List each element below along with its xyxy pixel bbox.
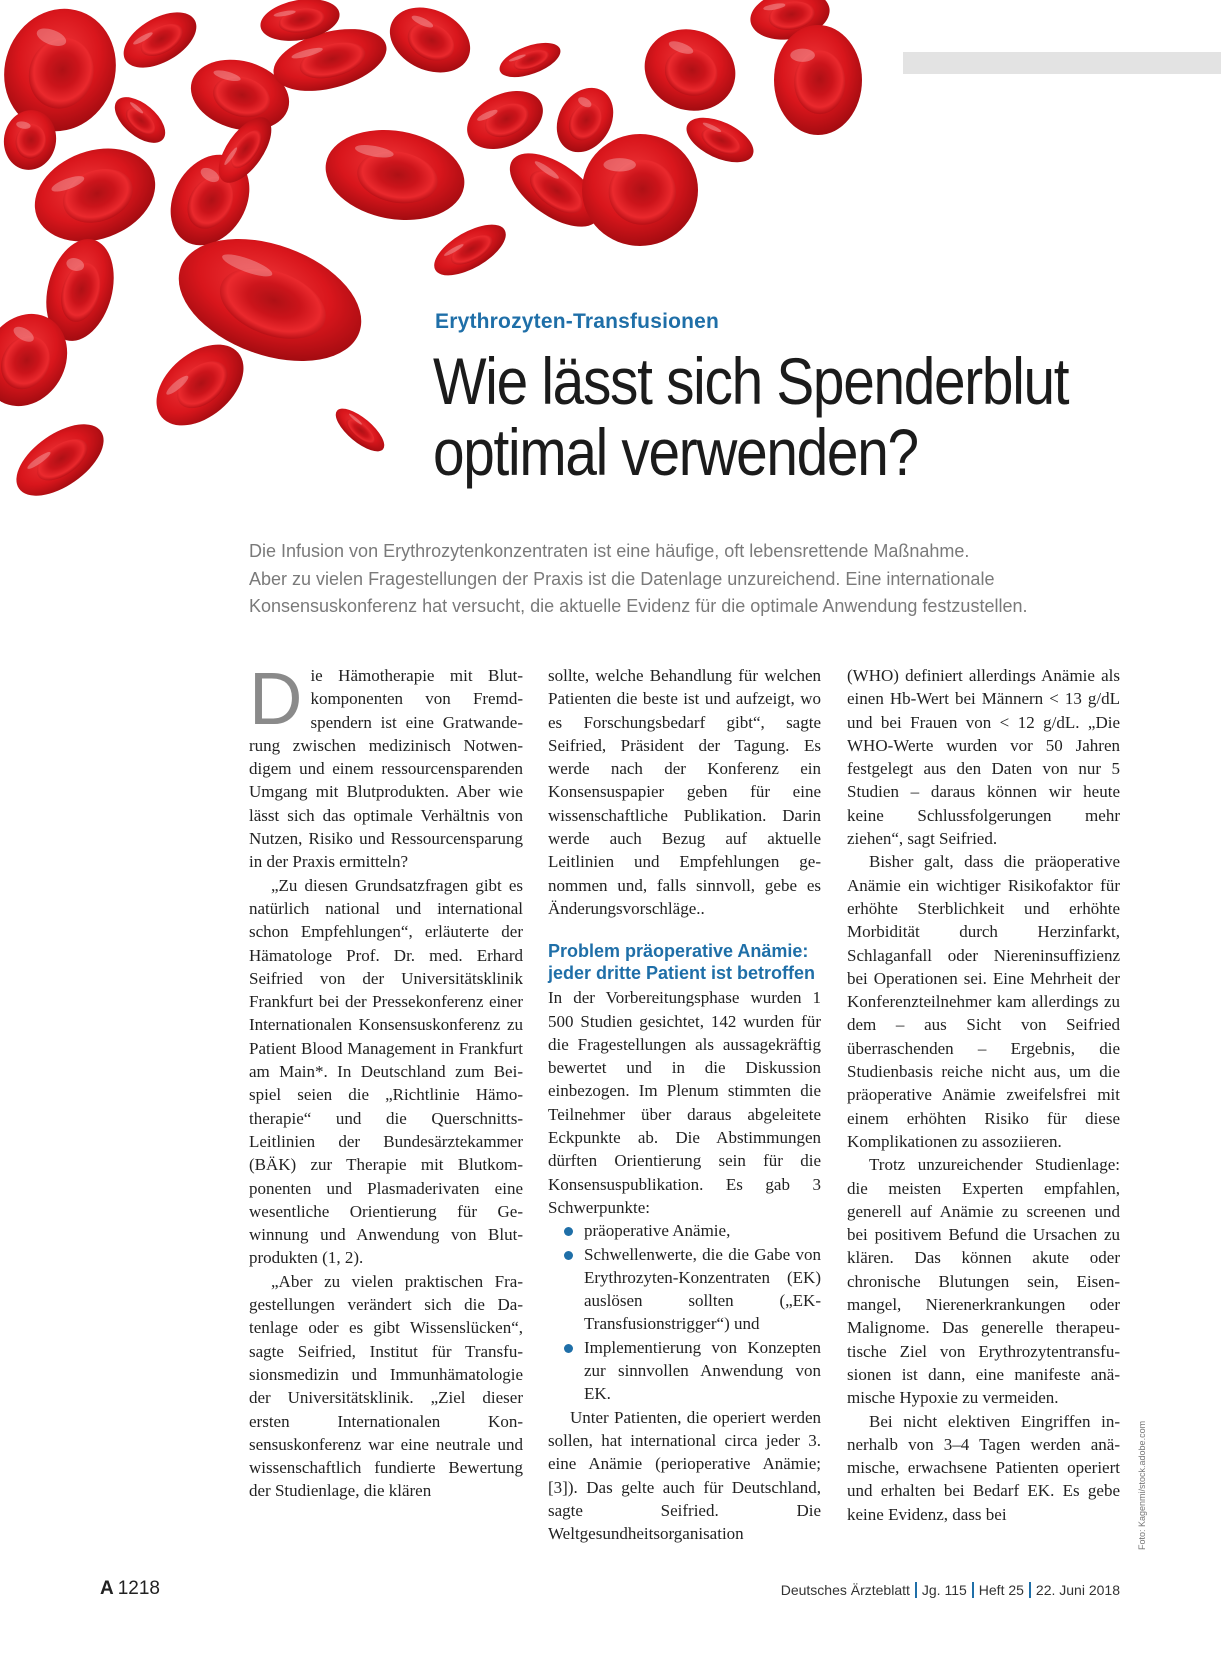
journal-volume: Jg. 115	[921, 1582, 967, 1598]
blood-cell	[458, 80, 552, 161]
blood-cell	[633, 17, 747, 124]
journal-name: Deutsches Ärzteblatt	[780, 1582, 910, 1598]
blood-cell	[379, 0, 480, 85]
separator	[1029, 1582, 1031, 1598]
list-item: Implementierung von Konzepten zur sinnvollen Anwendung von EK.	[584, 1336, 821, 1406]
folio-number: 1218	[117, 1578, 161, 1599]
blood-cell	[107, 88, 174, 151]
paragraph: Unter Patienten, die operiert werden sollen, hat international circa jeder 3. eine Anämie (perioperative Anämie; [3]). Das gelte auch für Deutschland, sagte Seifried. Die Weltgesundheitsorganisation	[548, 1407, 821, 1544]
title-line: Wie lässt sich Spenderblut	[433, 344, 1069, 418]
header-bar	[903, 52, 1221, 74]
blood-cell	[114, 1, 205, 79]
list-item: präoperative Anämie,	[584, 1219, 821, 1242]
blood-cell	[4, 410, 116, 510]
column-3	[847, 664, 1120, 1526]
lead-line: Die Infusion von Erythrozytenkonzentraten ist eine häufige, oft lebensrettende Maßnahme.	[249, 541, 970, 561]
blood-cell	[582, 134, 698, 246]
column-1	[249, 657, 523, 1503]
bullet-list	[548, 1219, 821, 1405]
journal-issue: Heft 25	[978, 1582, 1024, 1598]
paragraph: In der Vorbereitungsphase wurden 1 500 Studien gesichtet, 142 wurden für die Fragestellungen als aussagekräftig bewertet und in die Diskussion einbezogen. Im Plenum stimmten die Teilnehmer über daraus abgeleitete Eckpunkte ab. Die Abstimmungen dürften Orientierung sein für die Konsensuspublikation. Es gab 3 Schwerpunkte:	[548, 988, 821, 1217]
title-line: optimal verwenden?	[433, 415, 918, 489]
blood-cell	[329, 402, 390, 459]
blood-cell	[680, 108, 760, 171]
paragraph: „Zu diesen Grundsatzfragen gibt es natürlich national und international schon Empfehlungen“, erläuterte der Hämatologe Prof. Dr. med. Erhard Seifried von der Universitätsklinik Frankfurt bei der Pressekonferenz einer Internationalen Konsensuskonferenz zu Patient Blood Management in Frankfurt am Main*. In Deutschland zum Beispiel seien die „Richtlinie Hämotherapie“ und die Querschnitts-Leitlinien der Bundesärztekammer (BÄK) zur Therapie mit Blutkomponenten und Plasmaderivaten eine wesentliche Orientierung für Gewinnung und Anwendung von Blutprodukten (1, 2).	[249, 875, 523, 1268]
drop-cap: D	[249, 657, 303, 740]
paragraph: „Aber zu vielen praktischen Fragestellungen verändert sich die Datenlage oder es gibt Wissenslücken“, sagte Seifried, Institut für Transfusionsmedizin und Immunhämatologie der Universitätsklinik. „Ziel dieser ersten Internationalen Konsensuskonferenz war eine neutrale und wissenschaftlich fundierte Bewertung der Studienlage, die klären	[249, 1271, 523, 1501]
paragraph: sollte, welche Behandlung für welchen Patienten die beste ist und aufzeigt, wo es Forschungsbedarf gibt“, sagte Seifried, Präsident der Tagung. Es werde nach der Konferenz ein Konsensuspapier geben für eine wissenschaftliche Publikation. Darin werde auch Bezug auf aktuelle Leitlinien und Empfehlungen genommen und, falls sinnvoll, gebe es Änderungsvorschläge..	[548, 666, 821, 918]
paragraph	[249, 657, 523, 874]
list-item: Schwellenwerte, die die Gabe von Erythrozyten-Konzentraten (EK) auslösen sollten („EK-Transfusionstrigger“) und	[584, 1243, 821, 1336]
paragraph-text: ie Hämotherapie mit Blutkomponenten von Fremdspendern ist eine Gratwanderung zwischen medizinisch Notwendigem und einem ressourcensparenden Umgang mit Blutprodukten. Aber wie lässt sich das optimale Verhältnis von Nutzen, Risiko und Ressourcensparung in der Praxis ermitteln?	[249, 666, 523, 872]
kicker: Erythrozyten-Transfusionen	[435, 310, 720, 333]
lead-line: Aber zu vielen Fragestellungen der Praxis ist die Datenlage unzureichend. Eine internationale	[249, 568, 995, 589]
paragraph: (WHO) definiert allerdings Anämie als einen Hb-Wert bei Männern < 13 g/dL und bei Frauen von < 12 g/dL. „Die WHO-Werte wurden vor 50 Jahren festgelegt aus den Daten von nur 5 Studien – daraus können wir heute keine Schlussfolgerungen mehr ziehen“, sagt Seifried.	[847, 666, 1120, 849]
section-heading-line: jeder dritte Patient ist betroffen	[548, 963, 816, 984]
paragraph: Bisher galt, dass die präoperative Anämie ein wichtiger Risikofaktor für erhöhte Sterblichkeit und erhöhte Morbidität durch Herzinfarkt, Schlaganfall oder Niereninsuffizienz bei Operationen sei. Eine Mehrheit der Konferenzteilnehmer kam allerdings zu dem – aus Sicht von Seifried überraschenden – Ergebnis, die Studienbasis reiche nicht aus, um die präoperative Anämie zweifelsfrei mit einem erhöhten Risiko für diese Komplikationen zu assoziieren.	[847, 852, 1120, 1151]
lead-line: Konsensuskonferenz hat versucht, die aktuelle Evidenz für die optimale Anwendung festzustellen.	[249, 596, 1028, 616]
photo-credit: Foto: Kagenmi/stock.adobe.com	[1137, 1420, 1147, 1550]
separator	[915, 1582, 917, 1598]
page-title	[433, 346, 1095, 488]
paragraph: Trotz unzureichender Studienlage: die meisten Experten empfahlen, generell auf Anämie zu screenen und bei positivem Befund die Ursachen zu klären. Das können akute oder chronische Blutungen sein, Eisenmangel, Nierenerkrankungen oder Malignome. Das generelle therapeutische Ziel von Erythrozytentransfusionen ist dann, eine manifeste anämische Hypoxie zu vermeiden.	[847, 1155, 1120, 1408]
journal-info	[781, 1582, 1120, 1598]
lead-paragraph	[249, 538, 1149, 621]
section-heading-line: Problem präoperative Anämie:	[548, 941, 809, 962]
blood-cell	[495, 36, 565, 84]
blood-cell	[426, 214, 513, 285]
separator	[972, 1582, 974, 1598]
page-number	[100, 1578, 160, 1600]
blood-cell	[318, 120, 471, 231]
blood-cell	[774, 25, 862, 135]
journal-date: 22. Juni 2018	[1035, 1582, 1120, 1598]
paragraph: Bei nicht elektiven Eingriffen innerhalb von 3–4 Tagen werden anämische, erwachsene Patienten operiert und erhalten bei Bedarf EK. Es gebe keine Evidenz, dass bei	[847, 1411, 1120, 1524]
section-heading	[548, 940, 821, 984]
folio-letter: A	[100, 1578, 114, 1599]
column-2	[548, 664, 821, 1545]
